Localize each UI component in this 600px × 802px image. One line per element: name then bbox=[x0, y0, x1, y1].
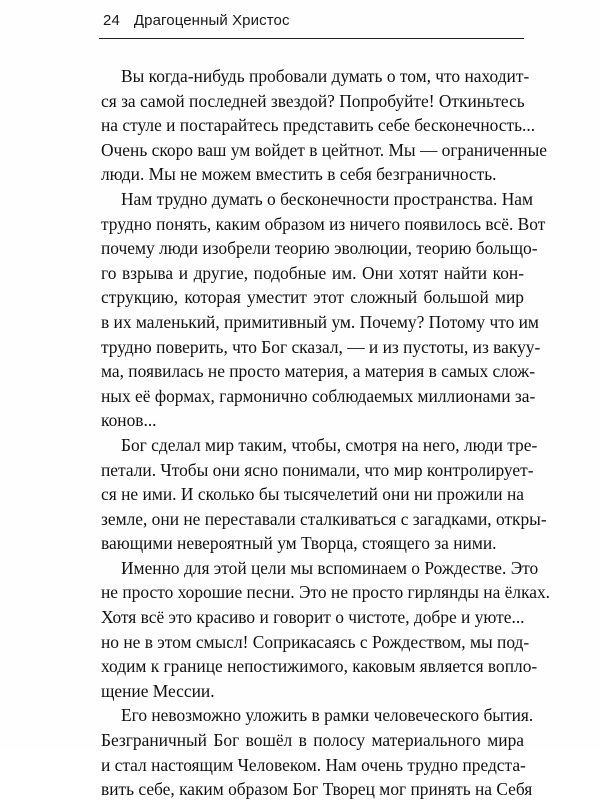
text-line: трудно поверить, что Бог сказал, — и из пустоты, из вакуу- bbox=[101, 336, 541, 357]
paragraph bbox=[101, 187, 546, 433]
paragraph bbox=[101, 556, 551, 704]
text-line: Его невозможно уложить в рамки человеческого бытия. bbox=[121, 705, 534, 726]
text-line: но не в этом смысл! Соприкасаясь с Рождеством, мы под- bbox=[101, 631, 530, 652]
text-line: и стал настоящим Человеком. Нам очень трудно предста- bbox=[101, 754, 526, 775]
page-number: 24 bbox=[103, 12, 120, 29]
text-line: струкцию, которая уместит этот сложный большой мир bbox=[101, 287, 524, 308]
text-line: Очень скоро ваш ум войдет в цейтнот. Мы — ограниченные bbox=[101, 139, 548, 160]
text-line: Хотя всё это красиво и говорит о чистоте, добре и уюте... bbox=[101, 607, 525, 628]
text-line: Нам трудно думать о бесконечности пространства. Нам bbox=[121, 188, 533, 209]
text-line: ходим к границе непостижимого, каковым является вопло- bbox=[101, 656, 538, 677]
text-line: щение Мессии. bbox=[101, 680, 215, 701]
text-line: ма, появилась не просто материя, а материя в самых слож- bbox=[101, 361, 535, 382]
paragraph bbox=[101, 64, 548, 187]
text-line: почему люди изобрели теорию эволюции, теорию больщо- bbox=[101, 238, 538, 259]
text-line: ных её формах, гармонично соблюдаемых миллионами за- bbox=[101, 385, 536, 406]
text-line: в их маленький, примитивный ум. Почему? Потому что им bbox=[101, 311, 539, 332]
text-line: трудно понять, каким образом из ничего появилось всё. Вот bbox=[101, 213, 546, 234]
book-title: Драгоценный Христос bbox=[133, 12, 290, 29]
text-line: петали. Чтобы они ясно понимали, что мир контролирует- bbox=[101, 459, 534, 480]
paragraph bbox=[101, 703, 534, 801]
text-line: Вы когда-нибудь пробовали думать о том, что находит- bbox=[121, 66, 530, 86]
text-line: не просто хорошие песни. Это не просто гирлянды на ёлках. bbox=[101, 582, 551, 603]
paragraph bbox=[101, 433, 547, 556]
text-line: Безграничный Бог вошёл в полосу материального мира bbox=[101, 730, 524, 751]
text-line: ся за самой последней звездой? Попробуйте! Откиньтесь bbox=[101, 90, 525, 111]
text-line: Именно для этой цели мы вспоминаем о Рождестве. Это bbox=[121, 557, 539, 578]
text-line: го взрыва и другие, подобные им. Они хотят найти кон- bbox=[101, 262, 524, 283]
header-divider bbox=[99, 38, 524, 39]
text-line: Бог сделал мир таким, чтобы, смотря на него, люди тре- bbox=[121, 434, 538, 455]
running-header bbox=[103, 12, 290, 29]
text-line: конов... bbox=[101, 410, 157, 431]
text-line: на стуле и постарайтесь представить себе бесконечность... bbox=[101, 115, 536, 136]
text-line: вающими невероятный ум Творца, стоящего за ними. bbox=[101, 533, 497, 554]
body-text bbox=[101, 64, 551, 802]
text-line: земле, они не переставали сталкиваться с загадками, откры- bbox=[101, 508, 547, 529]
text-line: люди. Мы не можем вместить в себя безграничность. bbox=[101, 164, 497, 185]
text-line: ся не ими. И сколько бы тысячелетий они ни прожили на bbox=[101, 484, 524, 505]
text-line: вить себе, каким образом Бог Творец мог принять на Себя bbox=[101, 779, 533, 800]
